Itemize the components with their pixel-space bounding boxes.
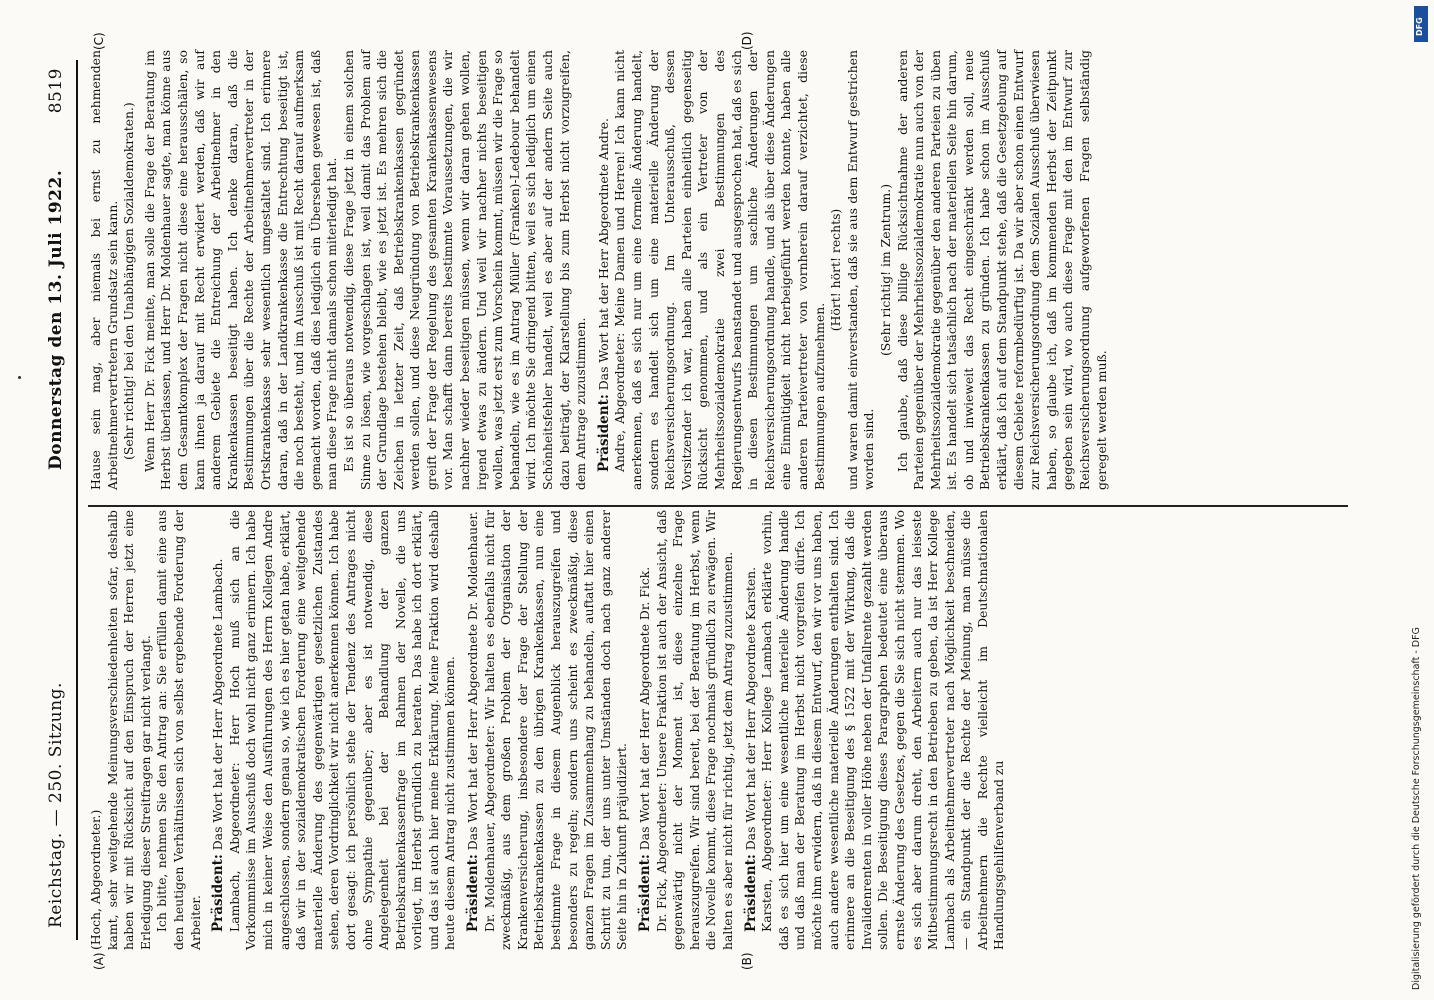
text-paragraph: Hause sein mag, aber niemals bei ernst zu nehmenden Arbeitnehmervertretern Grundsatz sein kann. [88,50,120,490]
president-speaker-line: Präsident: Das Wort hat der Herr Abgeordnete Dr. Fick. [637,566,653,932]
text-paragraph: Lambach, Abgeordneter: Herr Hoch muß sich an die Vorkommnisse im Ausschuß doch wohl nicht ganz erinnern. Ich habe mich in keiner Weise den Ausführungen des Herrn Kollegen Andre angeschlossen, sondern genau so, wie ich es hier getan habe, erklärt, daß wir in der sozialdemokratischen Forderung eine weitgehende materielle Änderung des gegenwärtigen gesetzlichen Zustandes sehen, deren Vordringlichkeit wir nicht anerkennen können. Ich habe dort gesagt: ich persönlich stehe der Tendenz des Antrages nicht ohne Sympathie gegenüber; aber es ist notwendig, diese Angelegenheit bei der Behandlung der ganzen Betriebskrankenkassenfrage im Rahmen der Novelle, die uns vorliegt, im Herbst gründlich zu beraten. Das habe ich dort erklärt, und das ist auch hier meine Erklärung. Meine Fraktion wird deshalb heute diesem Antrag nicht zustimmen können. [226,510,458,950]
text-paragraph: Andre, Abgeordneter: Meine Damen und Herren! Ich kann nicht anerkennen, daß es sich nur um eine formelle Änderung handelt, sondern es handelt sich um eine materielle Änderung der Reichsversicherungsordnung. Im Unterausschuß, dessen Vorsitzender ich war, haben alle Parteien einheitlich gegenseitig Rücksicht genommen, und als ein Vertreter von der Mehrheitssozialdemokratie zwei Bestimmungen des Regierungsentwurfs beanstandet und ausgesprochen hat, daß es sich in diesen Bestimmungen um sachliche Änderungen der Reichsversicherungsordnung handle, und als über diese Änderungen eine Einmütigkeit nicht herbeigeführt werden konnte, haben alle anderen Parteivertreter von vornherein darauf verzichtet, diese Bestimmungen aufzunehmen. [612,50,827,490]
text-paragraph: Dr. Fick, Abgeordneter: Unsere Fraktion ist auch der Ansicht, daß gegenwärtig nicht der Moment ist, diese einzelne Frage herauszugreifen. Wir sind bereit, bei der Beratung im Herbst, wenn die Novelle kommt, diese Frage nochmals gründlich zu erwägen. Wir halten es aber nicht für richtig, jetzt dem Antrag zuzustimmen. [653,510,735,950]
text-paragraph: Ich bitte, nehmen Sie den Antrag an: Sie erfüllen damit eine aus den heutigen Verhältnissen sich von selbst ergebende Forderung der Arbeiter. [154,510,203,950]
page-header [40,60,78,940]
text-paragraph: Es ist so überaus notwendig, diese Frage jetzt in einem solchen Sinne zu lösen, wie vorgeschlagen ist, weil damit das Problem auf der Grundlage bestehen bleibt, wie es jetzt ist. Es mehren sich die Zeichen in letzter Zeit, daß Betriebskrankenkassen gegründet werden sollen, und diese Neugründung von Betriebskrankenkassen greift der Frage der Regelung des gesamten Krankenkassenwesens vor. Man schafft dann bereits bestimmte Voraussetzungen, die wir nachher wieder beseitigen müssen, wenn wir daran gehen wollen, irgend etwas zu ändern. Und weil wir nachher nichts beseitigen wollen, was jetzt erst zum Vorschein kommt, müssen wir die Frage so behandeln, wie es im Antrag Müller (Franken)-Ledebour behandelt wird. Ich möchte Sie dringend bitten, weil es sich lediglich um einen Schönheitsfehler handelt, weil es aber auf der andern Seite auch dazu beiträgt, der Klarstellung bis zum Herbst nicht vorzugreifen, dem Antrage zuzustimmen. [340,50,589,490]
header-date: Donnerstag den 13. Juli 1922. [46,169,66,470]
text-paragraph: Ich glaube, daß diese billige Rücksichtnahme der anderen Parteien gegenüber der Mehrheitssozialdemokratie nun auch von der Mehrheitssozialdemokratie gegenüber den anderen Parteien zu üben ist. Es handelt sich tatsächlich nach der materiellen Seite hin darum, ob und inwieweit das Recht eingeschränkt werden soll, neue Betriebskrankenkassen zu gründen. Ich habe schon im Ausschuß erklärt, daß ich auf dem Standpunkt stehe, daß die Gesetzgebung auf diesem Gebiete reformbedürftig ist. Da wir aber schon einen Entwurf zur Reichsversicherungsordnung dem Sozialen Ausschuß überwiesen haben, so glaube ich, daß im kommenden Herbst der Zeitpunkt gegeben sein wird, wo auch diese Frage mit den im Entwurf zur Reichsversicherungsordnung aufgeworfenen Fragen selbständig geregelt werden muß. [894,50,1109,490]
digitization-credit [1411,10,1427,1000]
margin-mark-d: (D) [740,31,754,50]
margin-mark-c: (C) [92,32,106,50]
text-paragraph: Dr. Moldenhauer, Abgeordneter: Wir halten es ebenfalls nicht für zweckmäßig, aus dem großen Problem der Organisation der Krankenversicherung, insbesondere der Frage der Stellung der Betriebskrankenkassen zu den übrigen Krankenkassen, nun eine bestimmte Frage in diesem Augenblick herauszugreifen und besonders zu regeln; sondern uns scheint es zweckmäßig, diese ganzen Fragen im Zusammenhang zu behandeln, auftatt hier einen Schritt zu tun, der uns unter Umständen doch nach ganz anderer Seite hin in Zukunft präjudiziert. [481,510,630,950]
text-paragraph: Wenn Herr Dr. Fick meinte, man solle die Frage der Beratung im Herbst überlassen, und Herr Dr. Moldenhauer sagte, man könne aus dem Gesamtkomplex der Fragen nicht diese eine herausschälen, so kann ihnen ja darauf mit Recht erwidert werden, daß wir auf anderem Gebiete die Entreichung der Arbeitnehmer in den Krankenkassen beseitigt haben. Ich denke daran, daß die Bestimmungen über die Rechte der Arbeitnehmervertreter in der Ortskrankenkasse sehr wesentlich umgestaltet sind. Ich erinnere daran, daß in der Landkrankenkasse die Entrechtung beseitigt ist, die noch besteht, und im Ausschuß ist mit Recht darauf aufmerksam gemacht worden, daß dies lediglich ein Übersehen gewesen ist, daß man diese Frage nicht damals schon miterledigt hat. [141,50,340,490]
text-paragraph: und waren damit einverstanden, daß sie aus dem Entwurf gestrichen worden sind. [844,50,877,490]
dfg-logo [1414,6,1428,42]
text-paragraph: (Sehr richtig! im Zentrum.) [877,183,893,357]
margin-mark-b: (B) [740,952,754,970]
right-text-column [88,50,1110,490]
text-paragraph: (Hört! hört! rechts) [828,208,844,332]
president-speaker-line: Präsident: Das Wort hat der Herr Abgeordnete Karsten. [742,566,759,932]
speaker-label: Präsident: [595,394,612,472]
speaker-label: Präsident: [742,854,759,932]
header-session: Reichstag. — 250. Sitzung. [46,682,66,928]
president-speaker-line: Präsident: Das Wort hat der Herr Abgeordnete Andre. [595,118,612,472]
left-text-column [88,510,1008,950]
column-divider [88,506,1348,508]
speaker-label: Präsident: [465,854,482,932]
president-speaker-line: Präsident: Das Wort hat der Herr Abgeordnete Dr. Moldenhauer. [465,511,482,932]
text-paragraph: (Hoch, Abgeordneter.) [88,809,103,950]
margin-mark-a: (A) [92,952,106,970]
president-speaker-line: Präsident: Das Wort hat der Herr Abgeordnete Lambach. [210,558,227,932]
text-paragraph: Karsten, Abgeordneter: Herr Kollege Lambach erklärte vorhin, daß es sich hier um eine wesentliche materielle Änderung handle und daß man der Beratung im Herbst nicht vorgreifen dürfe. Ich möchte ihm erwidern, daß in diesem Entwurf, den wir vor uns haben, auch andere wesentliche materielle Änderungen enthalten sind. Ich erinnere an die Beseitigung des § 1522 mit der Wirkung, daß die Invalidenrenten in voller Höhe neben der Unfallrente gezahlt werden sollen. Die Beseitigung dieses Paragraphen bedeutet eine überaus ernste Änderung des Gesetzes, gegen die Sie sich nicht stemmen. Wo es sich aber darum dreht, den Arbeitern auch nur das leiseste Mitbestimmungsrecht in den Betrieben zu geben, da ist Herr Kollege Lambach als Arbeitnehmervertreter nach Möglichkeit beschneiden, — ein Standpunkt der die Rechte der Meinung, man müsse die Arbeitnehmern die Rechte vielleicht im Deutschnationalen Handlungsgehilfenverband zu [759,510,1007,950]
speaker-label: Präsident: [210,854,227,932]
dfg-logo-text: DFG [1415,17,1424,36]
text-paragraph: (Sehr richtig! bei den Unabhängigen Sozialdemokraten.) [121,102,137,460]
text-paragraph: kamt, sehr weitgehende Meinungsverschiedenheiten sofar, deshalb haben wir mit Rücksicht auf den Einspruch der Herren jetzt eine Erledigung dieser Streitfragen gar nicht verlangt. [104,510,153,950]
speaker-label: Präsident: [637,854,653,932]
page-number: 8519 [46,68,66,114]
credit-text: Digitalisierung gefördert durch die Deutsche Forschungsgemeinschaft - DFG [1411,627,1422,990]
